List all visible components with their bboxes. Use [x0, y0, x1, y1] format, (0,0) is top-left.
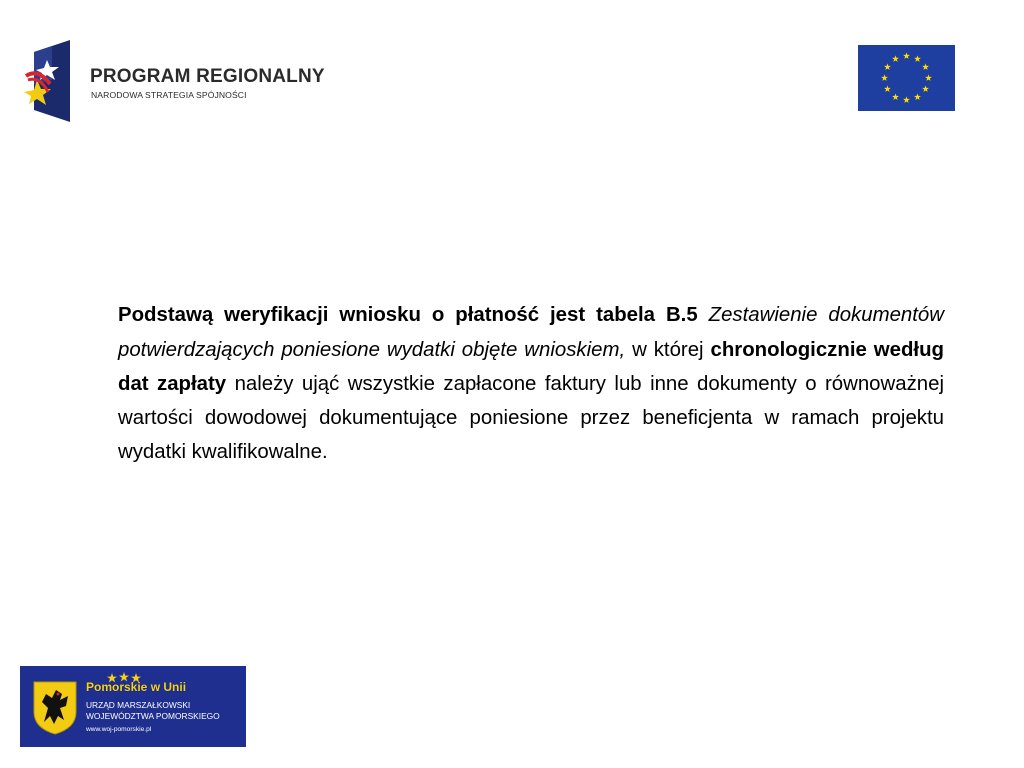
paragraph-italic-title: Zestawienie dokumentów potwierdzających poniesione wydatki objęte wnioskiem, — [118, 304, 944, 361]
paragraph-bold-chronology: chronologicznie według dat zapłaty — [118, 338, 944, 395]
paragraph-bold-lead: Podstawą weryfikacji wniosku o płatność jest tabela B.5 — [118, 304, 709, 327]
paragraph-text-end: należy ująć wszystkie zapłacone faktury lub inne dokumenty o równoważnej wartości dowodowej dokumentujące poniesione przez beneficjenta w ramach projektu wydatki kwalifikowalne. — [118, 372, 944, 464]
griffin-coat-of-arms-icon — [30, 678, 80, 736]
urzad-name — [86, 700, 220, 722]
program-regionalny-logo — [22, 40, 332, 122]
pomorskie-title: Pomorskie w Unii — [86, 680, 187, 694]
urzad-line-1: URZĄD MARSZAŁKOWSKI — [86, 700, 191, 710]
main-paragraph — [118, 298, 944, 469]
eu-flag-icon — [858, 45, 955, 111]
paragraph-text: w której — [625, 338, 711, 361]
pomorskie-w-unii-logo — [20, 666, 246, 747]
program-regionalny-emblem-icon — [22, 40, 74, 122]
pomorskie-url: www.woj-pomorskie.pl — [86, 726, 152, 733]
program-subtitle: NARODOWA STRATEGIA SPÓJNOŚCI — [91, 90, 247, 100]
urzad-line-2: WOJEWÓDZTWA POMORSKIEGO — [86, 711, 220, 721]
program-title: PROGRAM REGIONALNY — [90, 66, 325, 87]
